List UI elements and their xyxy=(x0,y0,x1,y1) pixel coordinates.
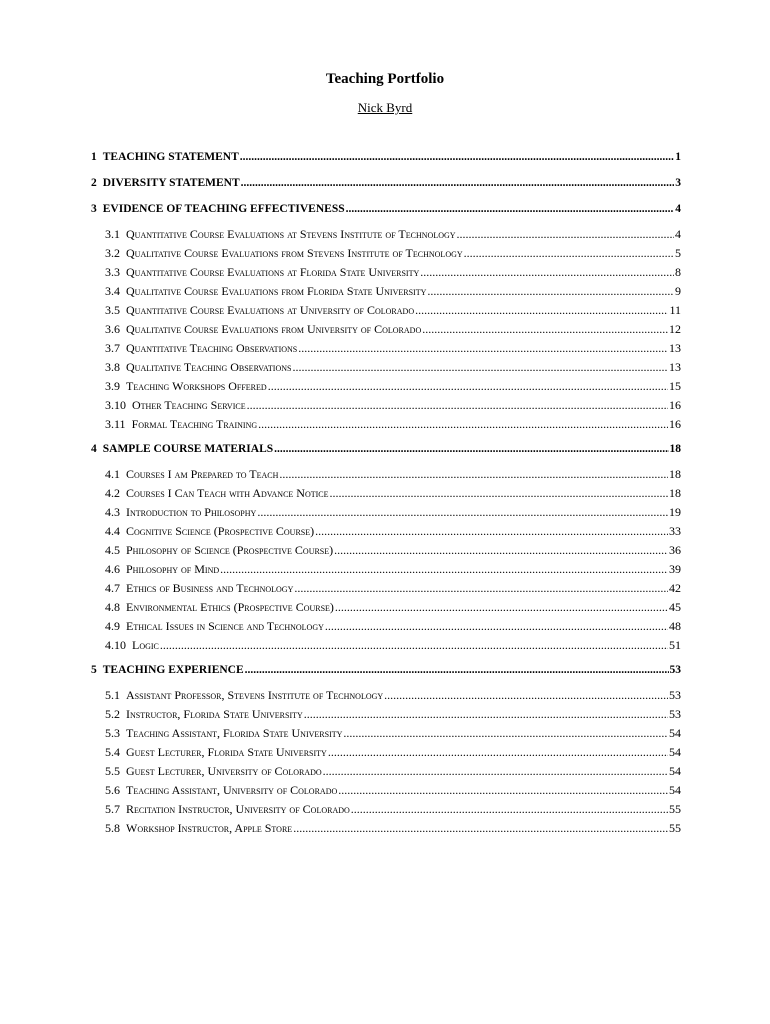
toc-entry-label: Guest Lecturer, University of Colorado xyxy=(126,764,322,778)
toc-entry-number: 4.10 xyxy=(105,638,126,652)
toc-entry-page: 12 xyxy=(669,322,681,336)
toc-dot-leader xyxy=(346,202,675,216)
toc-entry-label: Courses I Can Teach with Advance Notice xyxy=(126,486,329,500)
toc-entry[interactable] xyxy=(91,176,681,190)
toc-entry[interactable] xyxy=(105,802,681,816)
toc-entry-label: Recitation Instructor, University of Colorado xyxy=(126,802,350,816)
toc-entry-label: Ethical Issues in Science and Technology xyxy=(126,619,324,633)
toc-entry[interactable] xyxy=(91,442,681,456)
toc-entry-page: 51 xyxy=(669,638,681,652)
toc-dot-leader xyxy=(274,442,668,456)
toc-entry-label: EVIDENCE OF TEACHING EFFECTIVENESS xyxy=(102,203,345,215)
toc-entry-number: 4.1 xyxy=(105,467,120,481)
toc-entry-number: 5 xyxy=(91,664,97,676)
toc-entry-page: 55 xyxy=(669,802,681,816)
toc-entry-label: Guest Lecturer, Florida State University xyxy=(126,745,327,759)
toc-entry-label: Philosophy of Science (Prospective Course) xyxy=(126,543,334,557)
toc-dot-leader xyxy=(292,360,668,374)
toc-dot-leader xyxy=(420,265,674,279)
toc-entry-number: 4.9 xyxy=(105,619,120,633)
toc-entry-label: Introduction to Philosophy xyxy=(126,505,257,519)
toc-entry-label: SAMPLE COURSE MATERIALS xyxy=(102,443,274,455)
toc-entry-number: 3.11 xyxy=(105,417,126,431)
toc-entry-label: DIVERSITY STATEMENT xyxy=(102,177,240,189)
toc-entry[interactable] xyxy=(105,322,681,336)
toc-entry-page: 45 xyxy=(669,600,681,614)
toc-entry-label: Other Teaching Service xyxy=(132,398,246,412)
toc-entry-page: 13 xyxy=(669,341,681,355)
toc-entry-number: 4.6 xyxy=(105,562,120,576)
toc-entry[interactable] xyxy=(105,360,681,374)
toc-entry[interactable] xyxy=(105,505,681,519)
toc-entry-number: 4.8 xyxy=(105,600,120,614)
toc-entry[interactable] xyxy=(105,821,681,835)
toc-entry-number: 5.2 xyxy=(105,707,120,721)
toc-entry[interactable] xyxy=(105,265,681,279)
toc-entry-number: 5.5 xyxy=(105,764,120,778)
toc-dot-leader xyxy=(268,379,668,393)
toc-entry-page: 15 xyxy=(669,379,681,393)
toc-entry-label: Quantitative Teaching Observations xyxy=(126,341,298,355)
toc-dot-leader xyxy=(247,398,668,412)
toc-entry[interactable] xyxy=(91,202,681,216)
toc-entry-label: TEACHING STATEMENT xyxy=(102,151,239,163)
toc-entry[interactable] xyxy=(105,398,681,412)
toc-entry-label: Courses I am Prepared to Teach xyxy=(126,467,279,481)
toc-entry-page: 16 xyxy=(669,417,681,431)
toc-entry-number: 4.7 xyxy=(105,581,120,595)
toc-entry-label: TEACHING EXPERIENCE xyxy=(102,664,244,676)
toc-entry-number: 3.10 xyxy=(105,398,126,412)
toc-dot-leader xyxy=(422,322,668,336)
toc-dot-leader xyxy=(315,524,668,538)
toc-entry-number: 2 xyxy=(91,177,97,189)
toc-entry-label: Qualitative Course Evaluations from University of Colorado xyxy=(126,322,422,336)
toc-entry[interactable] xyxy=(105,764,681,778)
toc-entry-number: 5.6 xyxy=(105,783,120,797)
toc-entry-number: 4.2 xyxy=(105,486,120,500)
toc-entry-label: Teaching Assistant, Florida State University xyxy=(126,726,343,740)
toc-entry-page: 11 xyxy=(669,303,681,317)
toc-dot-leader xyxy=(294,581,668,595)
toc-entry[interactable] xyxy=(105,524,681,538)
toc-dot-leader xyxy=(279,467,668,481)
toc-dot-leader xyxy=(328,745,668,759)
toc-entry-page: 53 xyxy=(669,707,681,721)
toc-entry-page: 4 xyxy=(675,203,681,215)
toc-entry[interactable] xyxy=(105,417,681,431)
toc-dot-leader xyxy=(258,417,668,431)
toc-entry[interactable] xyxy=(105,486,681,500)
toc-dot-leader xyxy=(427,284,674,298)
toc-entry-label: Assistant Professor, Stevens Institute of Technology xyxy=(126,688,384,702)
toc-dot-leader xyxy=(220,562,668,576)
toc-entry-page: 48 xyxy=(669,619,681,633)
toc-entry[interactable] xyxy=(105,581,681,595)
toc-entry-label: Logic xyxy=(132,638,159,652)
toc-dot-leader xyxy=(415,303,668,317)
toc-entry[interactable] xyxy=(105,284,681,298)
toc-dot-leader xyxy=(334,543,668,557)
toc-dot-leader xyxy=(335,600,668,614)
toc-entry-page: 4 xyxy=(675,227,681,241)
toc-entry-page: 54 xyxy=(669,783,681,797)
toc-dot-leader xyxy=(298,341,668,355)
toc-dot-leader xyxy=(241,176,675,190)
toc-dot-leader xyxy=(343,726,668,740)
toc-dot-leader xyxy=(293,821,668,835)
toc-entry-label: Philosophy of Mind xyxy=(126,562,220,576)
toc-entry[interactable] xyxy=(105,783,681,797)
toc-entry[interactable] xyxy=(105,638,681,652)
toc-entry-label: Quantitative Course Evaluations at University of Colorado xyxy=(126,303,415,317)
toc-entry-label: Instructor, Florida State University xyxy=(126,707,303,721)
toc-entry-number: 5.4 xyxy=(105,745,120,759)
toc-entry-label: Qualitative Course Evaluations from Florida State University xyxy=(126,284,427,298)
toc-dot-leader xyxy=(160,638,668,652)
toc-entry-number: 3.1 xyxy=(105,227,120,241)
toc-entry-number: 5.1 xyxy=(105,688,120,702)
toc-entry[interactable] xyxy=(105,246,681,260)
author-name: Nick Byrd xyxy=(357,100,413,115)
toc-dot-leader xyxy=(245,663,669,677)
toc-dot-leader xyxy=(240,150,674,164)
toc-entry[interactable] xyxy=(105,562,681,576)
toc-entry-label: Quantitative Course Evaluations at Stevens Institute of Technology xyxy=(126,227,456,241)
toc-entry-label: Teaching Workshops Offered xyxy=(126,379,267,393)
toc-entry-number: 3.3 xyxy=(105,265,120,279)
toc-entry[interactable] xyxy=(105,467,681,481)
toc-entry-number: 4.5 xyxy=(105,543,120,557)
toc-entry[interactable] xyxy=(105,227,681,241)
toc-entry-page: 33 xyxy=(669,524,681,538)
toc-dot-leader xyxy=(304,707,668,721)
toc-entry-label: Quantitative Course Evaluations at Florida State University xyxy=(126,265,420,279)
toc-entry-label: Environmental Ethics (Prospective Course) xyxy=(126,600,334,614)
toc-entry-page: 54 xyxy=(669,726,681,740)
toc-entry[interactable] xyxy=(105,341,681,355)
document-title: Teaching Portfolio xyxy=(325,71,445,87)
toc-entry-label: Workshop Instructor, Apple Store xyxy=(126,821,293,835)
toc-entry[interactable] xyxy=(105,303,681,317)
toc-entry-page: 5 xyxy=(675,246,681,260)
toc-entry-number: 4.3 xyxy=(105,505,120,519)
toc-entry-page: 19 xyxy=(669,505,681,519)
toc-entry[interactable] xyxy=(105,707,681,721)
toc-dot-leader xyxy=(257,505,668,519)
toc-entry-number: 3.9 xyxy=(105,379,120,393)
toc-entry-number: 4.4 xyxy=(105,524,120,538)
toc-entry-page: 8 xyxy=(675,265,681,279)
toc-entry-number: 3.5 xyxy=(105,303,120,317)
toc-dot-leader xyxy=(325,619,668,633)
toc-entry[interactable] xyxy=(105,379,681,393)
toc-entry-number: 3.2 xyxy=(105,246,120,260)
toc-entry[interactable] xyxy=(91,150,681,164)
toc-entry-number: 3 xyxy=(91,203,97,215)
toc-entry[interactable] xyxy=(105,600,681,614)
toc-dot-leader xyxy=(330,486,668,500)
toc-entry-number: 3.4 xyxy=(105,284,120,298)
toc-entry[interactable] xyxy=(105,619,681,633)
toc-entry[interactable] xyxy=(105,688,681,702)
toc-entry-page: 18 xyxy=(669,467,681,481)
toc-entry-page: 53 xyxy=(669,664,681,676)
toc-entry-page: 42 xyxy=(669,581,681,595)
toc-entry-label: Cognitive Science (Prospective Course) xyxy=(126,524,315,538)
toc-entry-page: 1 xyxy=(675,151,681,163)
toc-dot-leader xyxy=(457,227,674,241)
toc-entry-label: Teaching Assistant, University of Colorado xyxy=(126,783,338,797)
toc-entry-label: Qualitative Teaching Observations xyxy=(126,360,292,374)
toc-entry-page: 55 xyxy=(669,821,681,835)
toc-entry-page: 16 xyxy=(669,398,681,412)
toc-entry-number: 4 xyxy=(91,443,97,455)
toc-entry-number: 3.6 xyxy=(105,322,120,336)
toc-entry-number: 1 xyxy=(91,151,97,163)
toc-entry[interactable] xyxy=(105,745,681,759)
toc-entry-page: 54 xyxy=(669,745,681,759)
toc-entry-page: 9 xyxy=(675,284,681,298)
toc-entry-page: 39 xyxy=(669,562,681,576)
toc-entry-number: 5.3 xyxy=(105,726,120,740)
document-author xyxy=(0,100,770,116)
toc-entry-page: 53 xyxy=(669,688,681,702)
toc-entry-page: 18 xyxy=(669,486,681,500)
toc-entry-label: Ethics of Business and Technology xyxy=(126,581,294,595)
toc-entry-number: 3.7 xyxy=(105,341,120,355)
toc-entry-page: 36 xyxy=(669,543,681,557)
toc-dot-leader xyxy=(384,688,668,702)
toc-entry[interactable] xyxy=(105,543,681,557)
toc-entry-number: 5.8 xyxy=(105,821,120,835)
toc-dot-leader xyxy=(323,764,668,778)
toc-entry-page: 18 xyxy=(669,443,681,455)
toc-dot-leader xyxy=(464,246,674,260)
toc-entry[interactable] xyxy=(91,663,681,677)
toc-entry[interactable] xyxy=(105,726,681,740)
toc-dot-leader xyxy=(338,783,668,797)
toc-dot-leader xyxy=(351,802,668,816)
toc-entry-page: 3 xyxy=(675,177,681,189)
toc-entry-page: 13 xyxy=(669,360,681,374)
toc-entry-number: 5.7 xyxy=(105,802,120,816)
toc-entry-label: Qualitative Course Evaluations from Stevens Institute of Technology xyxy=(126,246,463,260)
toc-entry-label: Formal Teaching Training xyxy=(131,417,258,431)
toc-entry-number: 3.8 xyxy=(105,360,120,374)
toc-entry-page: 54 xyxy=(669,764,681,778)
